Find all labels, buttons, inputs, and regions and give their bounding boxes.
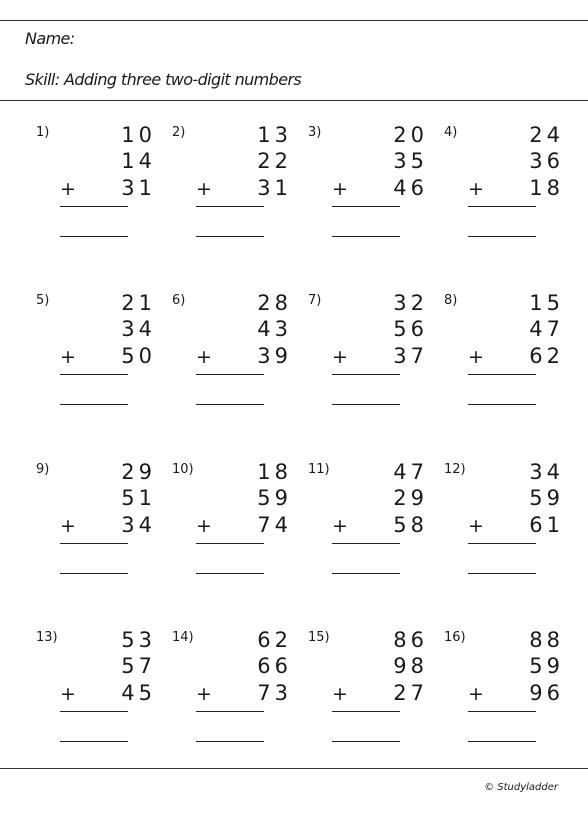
addend-3: 45	[121, 681, 156, 705]
answer-line[interactable]	[60, 741, 128, 742]
sum-rule	[468, 711, 536, 712]
plus-sign: +	[60, 178, 76, 200]
answer-line[interactable]	[60, 404, 128, 405]
plus-sign: +	[332, 515, 348, 537]
answer-line[interactable]	[332, 404, 400, 405]
plus-sign: +	[60, 683, 76, 705]
addend-1: 21	[121, 291, 156, 315]
addend-2: 14	[121, 149, 156, 173]
sum-rule	[60, 543, 128, 544]
addend-1: 53	[121, 628, 156, 652]
addend-1: 28	[257, 291, 292, 315]
sum-rule	[332, 543, 400, 544]
problem-7	[308, 290, 428, 420]
plus-sign: +	[196, 683, 212, 705]
addend-1: 88	[529, 628, 564, 652]
plus-sign: +	[60, 346, 76, 368]
problem-number: 1)	[36, 125, 50, 140]
problem-8	[444, 290, 564, 420]
addend-3: 37	[393, 344, 428, 368]
addend-1: 29	[121, 460, 156, 484]
sum-rule	[196, 374, 264, 375]
problem-2	[172, 122, 292, 252]
sum-rule	[332, 374, 400, 375]
problem-number: 7)	[308, 293, 322, 308]
addend-2: 59	[257, 486, 292, 510]
problem-number: 5)	[36, 293, 50, 308]
answer-line[interactable]	[468, 573, 536, 574]
problem-number: 14)	[172, 630, 194, 645]
answer-line[interactable]	[468, 741, 536, 742]
problem-3	[308, 122, 428, 252]
problem-9	[36, 459, 156, 589]
sum-rule	[60, 206, 128, 207]
addend-3: 31	[121, 176, 156, 200]
problem-1	[36, 122, 156, 252]
plus-sign: +	[196, 346, 212, 368]
sum-rule	[468, 374, 536, 375]
plus-sign: +	[332, 346, 348, 368]
addend-1: 86	[393, 628, 428, 652]
answer-line[interactable]	[196, 404, 264, 405]
plus-sign: +	[468, 178, 484, 200]
problem-6	[172, 290, 292, 420]
footer-rule	[0, 768, 588, 769]
problem-number: 15)	[308, 630, 330, 645]
problem-number: 9)	[36, 462, 50, 477]
plus-sign: +	[332, 178, 348, 200]
answer-line[interactable]	[60, 573, 128, 574]
sum-rule	[196, 543, 264, 544]
addend-1: 24	[529, 123, 564, 147]
addend-3: 31	[257, 176, 292, 200]
addend-2: 34	[121, 317, 156, 341]
addend-2: 57	[121, 654, 156, 678]
problem-number: 4)	[444, 125, 458, 140]
addend-3: 50	[121, 344, 156, 368]
addend-1: 15	[529, 291, 564, 315]
problem-number: 3)	[308, 125, 322, 140]
answer-line[interactable]	[196, 741, 264, 742]
answer-line[interactable]	[468, 236, 536, 237]
problem-14	[172, 627, 292, 757]
addend-2: 56	[393, 317, 428, 341]
addend-1: 62	[257, 628, 292, 652]
skill-label: Skill: Adding three two-digit numbers	[25, 70, 302, 89]
addend-3: 61	[529, 513, 564, 537]
problem-number: 2)	[172, 125, 186, 140]
addend-3: 96	[529, 681, 564, 705]
addend-3: 46	[393, 176, 428, 200]
problem-number: 16)	[444, 630, 466, 645]
addend-1: 32	[393, 291, 428, 315]
addend-1: 10	[121, 123, 156, 147]
addend-1: 13	[257, 123, 292, 147]
addend-2: 66	[257, 654, 292, 678]
addend-3: 62	[529, 344, 564, 368]
addend-1: 18	[257, 460, 292, 484]
answer-line[interactable]	[196, 236, 264, 237]
problem-16	[444, 627, 564, 757]
plus-sign: +	[468, 683, 484, 705]
answer-line[interactable]	[332, 236, 400, 237]
answer-line[interactable]	[332, 741, 400, 742]
addend-2: 22	[257, 149, 292, 173]
addend-2: 36	[529, 149, 564, 173]
problem-10	[172, 459, 292, 589]
addend-3: 34	[121, 513, 156, 537]
addend-3: 39	[257, 344, 292, 368]
answer-line[interactable]	[196, 573, 264, 574]
copyright-text: © Studyladder	[484, 782, 558, 793]
problem-11	[308, 459, 428, 589]
addend-2: 59	[529, 654, 564, 678]
sum-rule	[196, 711, 264, 712]
addend-2: 59	[529, 486, 564, 510]
answer-line[interactable]	[60, 236, 128, 237]
plus-sign: +	[60, 515, 76, 537]
addend-3: 27	[393, 681, 428, 705]
addend-2: 51	[121, 486, 156, 510]
problem-5	[36, 290, 156, 420]
name-label: Name:	[25, 29, 75, 48]
problem-4	[444, 122, 564, 252]
addend-2: 29	[393, 486, 428, 510]
sum-rule	[196, 206, 264, 207]
sum-rule	[332, 206, 400, 207]
sum-rule	[60, 374, 128, 375]
addend-2: 35	[393, 149, 428, 173]
plus-sign: +	[332, 683, 348, 705]
addend-2: 43	[257, 317, 292, 341]
addend-3: 58	[393, 513, 428, 537]
plus-sign: +	[196, 515, 212, 537]
addend-2: 47	[529, 317, 564, 341]
addend-1: 47	[393, 460, 428, 484]
problem-number: 8)	[444, 293, 458, 308]
problem-number: 6)	[172, 293, 186, 308]
problem-15	[308, 627, 428, 757]
problem-12	[444, 459, 564, 589]
addend-3: 74	[257, 513, 292, 537]
problem-13	[36, 627, 156, 757]
sum-rule	[468, 206, 536, 207]
addend-1: 34	[529, 460, 564, 484]
problem-number: 11)	[308, 462, 330, 477]
addend-1: 20	[393, 123, 428, 147]
problem-number: 12)	[444, 462, 466, 477]
sum-rule	[468, 543, 536, 544]
answer-line[interactable]	[332, 573, 400, 574]
plus-sign: +	[196, 178, 212, 200]
addend-3: 73	[257, 681, 292, 705]
problem-number: 13)	[36, 630, 58, 645]
sum-rule	[60, 711, 128, 712]
problem-number: 10)	[172, 462, 194, 477]
plus-sign: +	[468, 346, 484, 368]
addend-2: 98	[393, 654, 428, 678]
answer-line[interactable]	[468, 404, 536, 405]
addend-3: 18	[529, 176, 564, 200]
plus-sign: +	[468, 515, 484, 537]
sum-rule	[332, 711, 400, 712]
